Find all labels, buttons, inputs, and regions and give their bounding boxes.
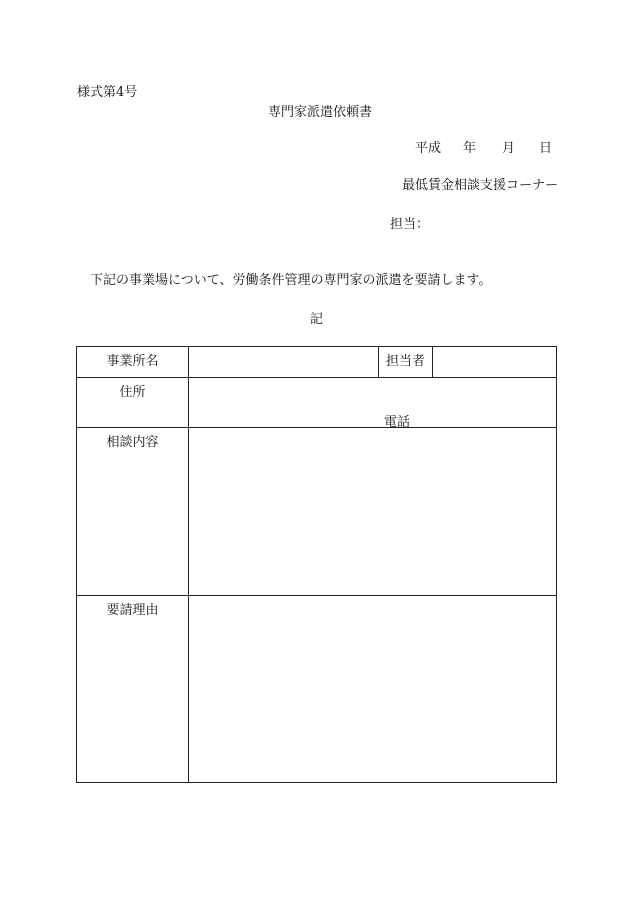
date-day: 日 xyxy=(539,141,553,156)
reason-label: 要請理由 xyxy=(77,596,189,783)
office-name-row xyxy=(77,347,557,378)
phone-label: 電話 xyxy=(384,415,411,430)
consultation-label: 相談内容 xyxy=(77,428,189,596)
address-label: 住所 xyxy=(77,378,189,428)
date-year: 年 xyxy=(463,141,477,156)
person-field[interactable] xyxy=(433,347,557,378)
address-row xyxy=(77,378,557,428)
person-in-charge-label: 担当： xyxy=(390,217,430,232)
office-name-field[interactable] xyxy=(189,347,379,378)
date-era: 平成 xyxy=(415,141,442,156)
date-line xyxy=(415,142,552,155)
reason-row xyxy=(77,596,557,783)
request-table xyxy=(76,346,557,783)
consultation-row xyxy=(77,428,557,596)
person-label: 担当者 xyxy=(379,347,433,378)
consultation-field[interactable] xyxy=(189,428,557,596)
form-number: 様式第4号 xyxy=(77,85,138,100)
recipient: 最低賃金相談支援コーナー xyxy=(402,178,559,193)
document-title: 専門家派遣依頼書 xyxy=(268,105,373,120)
address-field[interactable] xyxy=(189,378,557,428)
request-sentence: 下記の事業場について、労働条件管理の専門家の派遣を要請します。 xyxy=(90,273,492,288)
date-month: 月 xyxy=(502,141,516,156)
reason-field[interactable] xyxy=(189,596,557,783)
ki-heading: 記 xyxy=(310,312,324,327)
office-name-label: 事業所名 xyxy=(77,347,189,378)
